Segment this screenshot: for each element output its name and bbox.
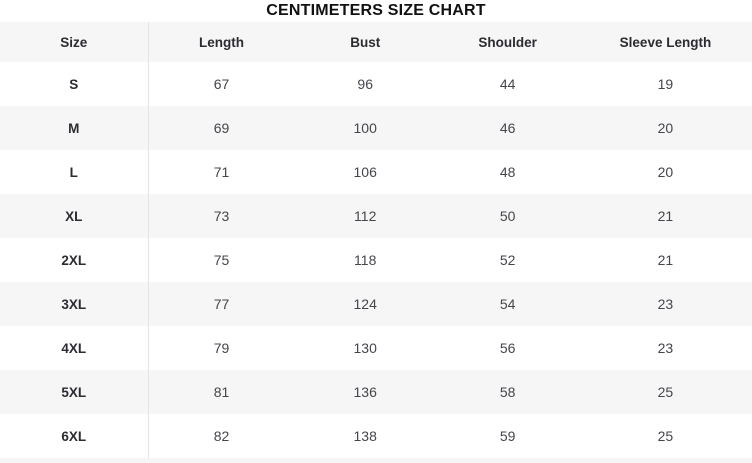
measurement-value: 21 [579, 194, 751, 238]
size-chart-table [0, 22, 752, 458]
measurement-value: 23 [579, 282, 751, 326]
measurement-value: 25 [579, 370, 751, 414]
size-label: 4XL [0, 326, 148, 370]
measurement-value: 136 [295, 370, 436, 414]
measurement-value: 23 [579, 326, 751, 370]
table-row-l [0, 150, 752, 194]
measurement-value: 46 [436, 106, 580, 150]
column-header-size: Size [0, 22, 148, 62]
measurement-value: 75 [148, 238, 295, 282]
size-label: XL [0, 194, 148, 238]
header-row [0, 22, 752, 62]
measurement-value: 59 [436, 414, 580, 458]
measurement-value: 100 [295, 106, 436, 150]
table-row-xl [0, 194, 752, 238]
measurement-value: 52 [436, 238, 580, 282]
size-label: 5XL [0, 370, 148, 414]
measurement-value: 25 [579, 414, 751, 458]
measurement-value: 118 [295, 238, 436, 282]
size-chart-title: CENTIMETERS SIZE CHART [266, 2, 486, 19]
size-label: 2XL [0, 238, 148, 282]
column-header-length: Length [148, 22, 295, 62]
measurement-value: 71 [148, 150, 295, 194]
measurement-value: 106 [295, 150, 436, 194]
measurement-value: 44 [436, 62, 580, 106]
measurement-value: 21 [579, 238, 751, 282]
measurement-value: 54 [436, 282, 580, 326]
measurement-value: 138 [295, 414, 436, 458]
table-bottom-edge [0, 458, 752, 463]
measurement-value: 56 [436, 326, 580, 370]
measurement-value: 82 [148, 414, 295, 458]
measurement-value: 20 [579, 106, 751, 150]
measurement-value: 20 [579, 150, 751, 194]
measurement-value: 130 [295, 326, 436, 370]
table-row-6xl [0, 414, 752, 458]
measurement-value: 48 [436, 150, 580, 194]
column-header-shoulder: Shoulder [436, 22, 580, 62]
table-body [0, 62, 752, 458]
measurement-value: 67 [148, 62, 295, 106]
table-row-5xl [0, 370, 752, 414]
measurement-value: 73 [148, 194, 295, 238]
size-label: M [0, 106, 148, 150]
measurement-value: 96 [295, 62, 436, 106]
measurement-value: 112 [295, 194, 436, 238]
measurement-value: 50 [436, 194, 580, 238]
measurement-value: 81 [148, 370, 295, 414]
table-row-s [0, 62, 752, 106]
table-row-3xl [0, 282, 752, 326]
size-label: 6XL [0, 414, 148, 458]
column-header-bust: Bust [295, 22, 436, 62]
table-row-m [0, 106, 752, 150]
size-label: 3XL [0, 282, 148, 326]
measurement-value: 58 [436, 370, 580, 414]
measurement-value: 79 [148, 326, 295, 370]
table-row-2xl [0, 238, 752, 282]
measurement-value: 124 [295, 282, 436, 326]
measurement-value: 19 [579, 62, 751, 106]
size-label: L [0, 150, 148, 194]
column-header-sleeve-length: Sleeve Length [579, 22, 751, 62]
measurement-value: 69 [148, 106, 295, 150]
measurement-value: 77 [148, 282, 295, 326]
table-row-4xl [0, 326, 752, 370]
size-label: S [0, 62, 148, 106]
